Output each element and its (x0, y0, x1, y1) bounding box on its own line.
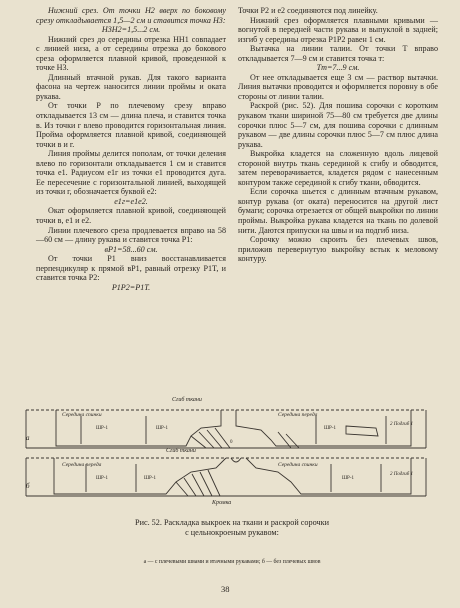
paragraph: Окат оформляется плавной кривой, соединяющей точки в, е1 и е2. (36, 206, 226, 226)
paragraph: Нижний срез оформляется плавными кривыми — вогнутой в передней части рукава и выпуклой в задней; изгиб у середины отрезка P1P2 равен 1 см. (238, 15, 438, 44)
formula: H3H2=1,5...2 см. (101, 25, 161, 35)
grain-label: ШР-1 (96, 426, 108, 431)
paragraph: Если сорочка шьется с длинным втачным рукавом, контур рукава (от оката) переносится на другой лист бумаги; сорочка отрезается от общей выкройки по линии проймы. Выкройка рукава кладется на ткань по долевой нити. Даются припуски на швы и на подгиб низа. (238, 187, 438, 235)
paragraph: Линия проймы делится пополам, от точки деления влево по горизонтали откладывается 1 см и ставится точка е1. Радиусом е1г из точки е1 проводится дуга. Ее пересечение с горизонтальной линией, выходящей из точки г, обозначается буквой е2: (36, 149, 226, 197)
page-number: 38 (221, 584, 230, 594)
paragraph: От нее откладывается еще 3 см — раствор вытачки. Линия вытачки проводится и оформляется поровну в обе стороны от линии талии. (238, 72, 438, 101)
grain-label: ШР-1 (342, 476, 354, 481)
paragraph: Сорочку можно скроить без плечевых швов, приложив перевернутую выкройку встык к меловому контуру. (238, 235, 438, 264)
fold-label: Сгиб ткани (172, 397, 202, 403)
left-column (36, 6, 226, 292)
hem-label: 2 Подгиб 1 (390, 422, 414, 427)
formula: вP1=58...60 см. (104, 244, 158, 254)
caption-subline: а — с плечевыми швами и втачными рукавами; б — без плечевых швов (143, 559, 321, 565)
paragraph: От точки P по плечевому срезу вправо откладывается 13 см — длина плеча, и ставится точка в. Из точки г влево проводится горизонтальная линия. Пройма оформляется плавной кривой, соединяющей точки в и г. (36, 101, 226, 149)
point-label: 0 (230, 440, 233, 445)
grain-label: ШР-1 (324, 426, 336, 431)
letter-label: а (26, 434, 30, 442)
paragraph: Выкройка кладется на сложенную вдоль лицевой стороной внутрь ткань серединой к сгибу и обводится, затем переворачивается, кладется рядом с нанесенным контуром также серединой к сгибу ткани, обводится. (238, 149, 438, 187)
paragraph: От точки P1 вниз восстанавливается перпендикуляр к прямой вP1, равный отрезку P1T, и ставится точка P2: (36, 254, 226, 283)
grain-label: ШР-1 (144, 476, 156, 481)
paragraph: Нижний срез. От точки H2 вверх по боковому срезу откладывается 1,5—2 см и ставится точка H3: (36, 6, 226, 25)
edge-label: Кромка (212, 500, 232, 506)
back-middle-label: Середина спинки (62, 412, 102, 418)
paragraph: Линии плечевого среза продлевается вправо на 58—60 см — длину рукава и ставится точка P1: (36, 225, 226, 245)
figure-caption (32, 518, 432, 538)
paragraph: Длинный втачной рукав. Для такого варианта фасона на чертеж наносится линии проймы и оката рукава. (36, 72, 226, 101)
right-column (238, 6, 438, 264)
hem-label: 2 Подгиб 1 (390, 472, 414, 477)
grain-label: ШР-1 (96, 476, 108, 481)
formula: е1г=е1е2. (114, 196, 148, 206)
paragraph: Вытачка на линии талии. От точки T вправо откладывается 7—9 см и ставится точка т: (238, 44, 438, 63)
letter-label: б (26, 482, 30, 490)
grain-label: ШР-1 (156, 426, 168, 431)
formula: P1P2=P1T. (111, 282, 151, 292)
paragraph: Раскрой (рис. 52). Для пошива сорочки с коротким рукавом ткани шириной 75—80 см требуется две длины сорочки плюс 5—7 см, для пошива сорочки с длинным рукавом — две длины сорочки плюс 5—7 см плюс длина рукава. (238, 101, 438, 149)
caption-line: Рис. 52. Раскладка выкроек на ткани и раскрой сорочки (135, 518, 329, 527)
back-middle-label: Середина спинки (278, 462, 318, 468)
fold-label: Сгиб ткани (166, 448, 196, 454)
front-middle-label: Середина переда (62, 462, 102, 468)
layout-diagram (16, 396, 444, 514)
paragraph: Точки P2 и е2 соединяются под линейку. (238, 6, 378, 15)
paragraph: Нижний срез до середины отрезка HH1 совпадает с линией низа, а от середины отрезка до бокового среза оформляется плавной кривой, проведенной к точке H3. (36, 34, 226, 73)
front-middle-label: Середина переда (278, 412, 318, 418)
caption-line: с цельнокроеным рукавом: (185, 528, 279, 537)
formula: Тт=7...9 см. (316, 63, 360, 73)
